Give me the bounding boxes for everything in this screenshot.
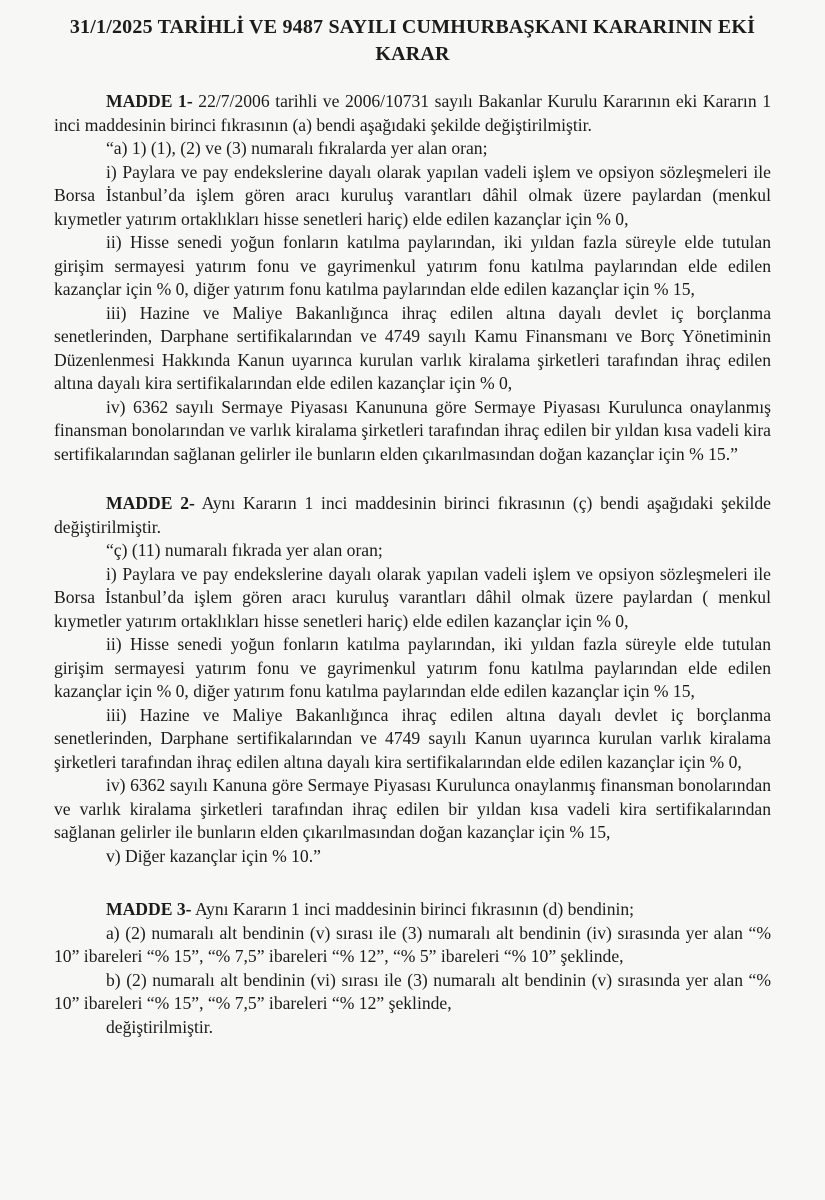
article-1-heading: MADDE 1-	[106, 91, 193, 111]
article-1-paragraph: iv) 6362 sayılı Sermaye Piyasası Kanununa göre Sermaye Piyasası Kurulunca onaylanmış finansman bonolarından ve varlık kiralama şirketleri tarafından ihraç edilen bir yıldan kısa vadeli kira sertifikalarından sağlanan gelirler ile bunların elden çıkarılmasından doğan kazançlar için % 15.”	[54, 396, 771, 464]
article-2-intro-text: Aynı Kararın 1 inci maddesinin birinci fıkrasının (ç) bendi aşağıdaki şekilde değiştirilmiştir.	[54, 493, 771, 537]
article-1-paragraph: i) Paylara ve pay endekslerine dayalı olarak yapılan vadeli işlem ve opsiyon sözleşmeleri ile Borsa İstanbul’da işlem gören aracı kuruluş varantları dâhil olmak üzere paylardan (menkul kıymetler yatırım ortaklıkları hisse senetleri hariç) elde edilen kazançlar için % 0,	[54, 161, 771, 229]
article-2-intro	[54, 492, 771, 539]
article-2-paragraph: iv) 6362 sayılı Kanuna göre Sermaye Piyasası Kurulunca onaylanmış finansman bonolarından ve varlık kiralama şirketleri tarafından ihraç edilen bir yıldan kısa vadeli kira sertifikalarından sağlanan gelirler ile bunların elden çıkarılmasından doğan kazançlar için % 15,	[54, 775, 771, 842]
article-1-paragraph: “a) 1) (1), (2) ve (3) numaralı fıkralarda yer alan oran;	[106, 138, 488, 158]
article-1-intro-text: 22/7/2006 tarihli ve 2006/10731 sayılı Bakanlar Kurulu Kararının eki Kararın 1 inci maddesinin birinci fıkrasının (a) bendi aşağıdaki şekilde değiştirilmiştir.	[54, 91, 771, 135]
article-1-paragraph: iii) Hazine ve Maliye Bakanlığınca ihraç edilen altına dayalı devlet iç borçlanma senetlerinden, Darphane sertifikalarından ve 4749 sayılı Kamu Finansmanı ve Borç Yönetiminin Düzenlenmesi Hakkında Kanun uyarınca kurulan varlık kiralama şirketleri tarafından ihraç edilen altına dayalı kira sertifikalarından elde edilen kazançlar için % 0,	[54, 302, 771, 393]
article-2-paragraph: ii) Hisse senedi yoğun fonların katılma paylarından, iki yıldan fazla süreyle elde tutulan girişim sermayesi yatırım fonu ve gayrimenkul yatırım fonu katılma paylarından elde edilen kazançlar için % 0, diğer yatırım fonu katılma paylarından elde edilen kazançlar için % 15,	[54, 634, 771, 701]
article-2-paragraph: v) Diğer kazançlar için % 10.”	[106, 845, 321, 866]
article-2-paragraph: i) Paylara ve pay endekslerine dayalı olarak yapılan vadeli işlem ve opsiyon sözleşmeleri ile Borsa İstanbul’da işlem gören aracı kuruluş varantları dâhil olmak üzere paylardan ( menkul kıymetler yatırım ortaklıkları hisse senetleri hariç) elde edilen kazançlar için % 0,	[54, 563, 771, 631]
article-2-paragraph: iii) Hazine ve Maliye Bakanlığınca ihraç edilen altına dayalı devlet iç borçlanma senetlerinden, Darphane sertifikalarından ve 4749 sayılı Kanun uyarınca kurulan varlık kiralama şirketleri tarafından ihraç edilen altına dayalı kira sertifikalarından elde edilen kazançlar için % 0,	[54, 704, 771, 772]
article-2	[54, 492, 771, 868]
article-3-paragraph: b) (2) numaralı alt bendinin (vi) sırası ile (3) numaralı alt bendinin (v) sırasında yer alan “% 10” ibareleri “% 15”, “% 7,5” ibareleri “% 12” şeklinde,	[54, 969, 771, 1013]
article-3-paragraph: a) (2) numaralı alt bendinin (v) sırası ile (3) numaralı alt bendinin (iv) sırasında yer alan “% 10” ibareleri “% 15”, “% 7,5” ibareleri “% 12”, “% 5” ibareleri “% 10” şeklinde,	[54, 922, 771, 966]
article-2-heading: MADDE 2-	[106, 493, 195, 513]
article-3-intro-text: Aynı Kararın 1 inci maddesinin birinci fıkrasının (d) bendinin;	[194, 899, 635, 919]
article-1	[54, 90, 771, 466]
article-3-heading: MADDE 3-	[106, 899, 192, 919]
article-3-paragraph: değiştirilmiştir.	[106, 1016, 214, 1037]
article-2-paragraph: “ç) (11) numaralı fıkrada yer alan oran;	[106, 540, 383, 560]
document-title: 31/1/2025 TARİHLİ VE 9487 SAYILI CUMHURBAŞKANI KARARININ EKİ KARAR	[69, 16, 756, 65]
article-3	[54, 898, 771, 1039]
article-3-intro	[54, 898, 771, 922]
article-1-paragraph: ii) Hisse senedi yoğun fonların katılma paylarından, iki yıldan fazla süreyle elde tutulan girişim sermayesi yatırım fonu ve gayrimenkul yatırım fonu katılma paylarından elde edilen kazançlar için % 0, diğer yatırım fonu katılma paylarından elde edilen kazançlar için % 15,	[54, 232, 771, 299]
article-1-intro	[54, 90, 771, 137]
